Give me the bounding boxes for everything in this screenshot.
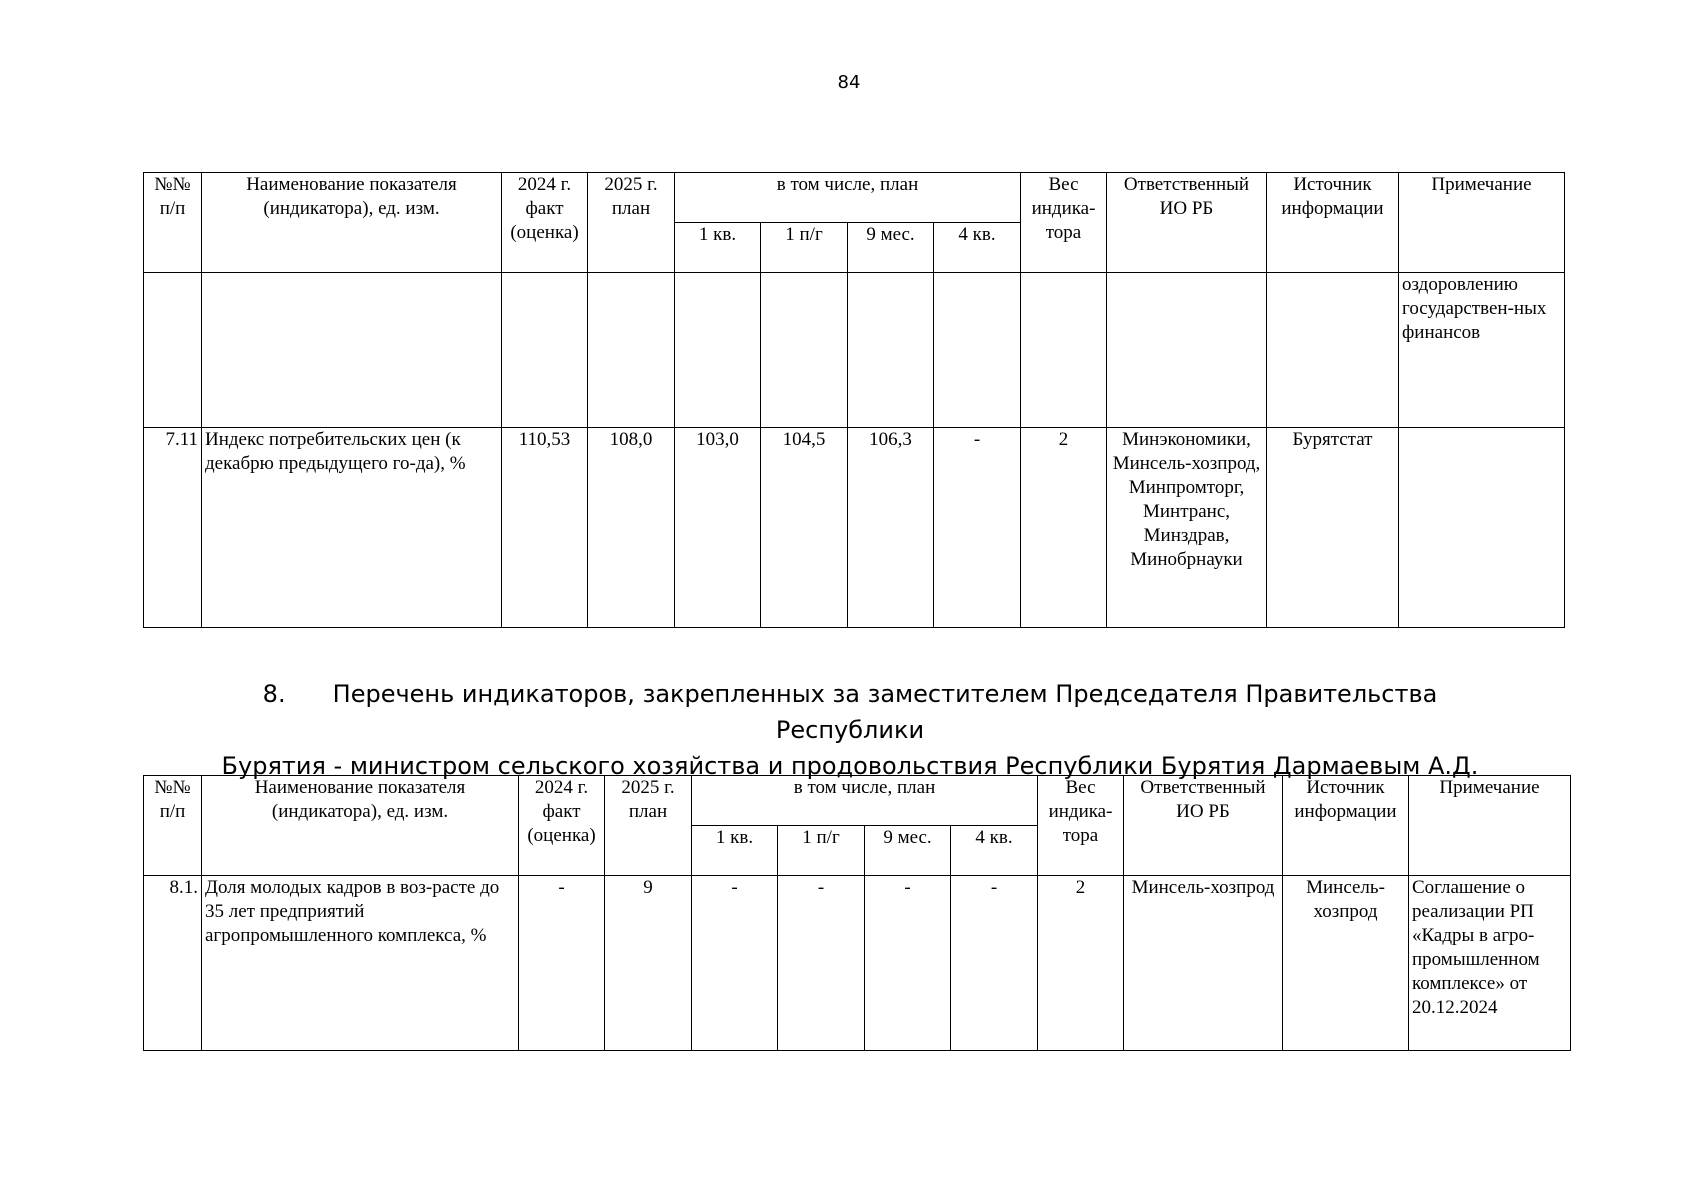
section-title-line2: Бурятия - министром сельского хозяйства и продовольствия Республики Бурятия Дармаевым А.Д. (221, 752, 1479, 780)
row-note: Соглашение о реализации РП «Кадры в агро-промышленном комплексе» от 20.12.2024 (1409, 876, 1571, 1051)
row-9m: 106,3 (848, 428, 934, 628)
row-num: 8.1. (144, 876, 202, 1051)
section-title-line1: Перечень индикаторов, закрепленных за заместителем Председателя Правительства Республики (332, 680, 1438, 744)
row-q4: - (951, 876, 1038, 1051)
header-num: №№ п/п (144, 173, 202, 273)
header-name: Наименование показателя (индикатора), ед. изм. (202, 776, 519, 876)
row-weight: 2 (1021, 428, 1107, 628)
row-source: Бурятстат (1267, 428, 1399, 628)
row-fact-2024: 110,53 (502, 428, 588, 628)
row-note (1399, 428, 1565, 628)
header-fact-2024: 2024 г. факт (оценка) (502, 173, 588, 273)
row-responsible: Минсель-хозпрод (1124, 876, 1283, 1051)
header-responsible: Ответственный ИО РБ (1124, 776, 1283, 876)
header-plan-2025: 2025 г. план (605, 776, 692, 876)
row-name: Доля молодых кадров в воз-расте до 35 лет предприятий агропромышленного комплекса, % (202, 876, 519, 1051)
indicators-table-8 (143, 775, 1571, 1051)
header-q1: 1 кв. (675, 223, 761, 273)
row-responsible: Минэкономики, Минсель-хозпрод, Минпромторг, Минтранс, Минздрав, Минобрнауки (1107, 428, 1267, 628)
header-num: №№ п/п (144, 776, 202, 876)
header-name: Наименование показателя (индикатора), ед. изм. (202, 173, 502, 273)
header-9m: 9 мес. (865, 826, 951, 876)
header-weight: Вес индика-тора (1038, 776, 1124, 876)
header-source: Источник информации (1267, 173, 1399, 273)
header-q4: 4 кв. (934, 223, 1021, 273)
header-9m: 9 мес. (848, 223, 934, 273)
header-q1: 1 кв. (692, 826, 778, 876)
row-9m: - (865, 876, 951, 1051)
row-fact-2024: - (519, 876, 605, 1051)
header-fact-2024: 2024 г. факт (оценка) (519, 776, 605, 876)
section-number: 8. (262, 680, 286, 708)
header-incl-plan: в том числе, план (692, 776, 1038, 826)
header-source: Источник информации (1283, 776, 1409, 876)
header-h1: 1 п/г (761, 223, 848, 273)
header-plan-2025: 2025 г. план (588, 173, 675, 273)
row-h1: 104,5 (761, 428, 848, 628)
indicators-table-7 (143, 172, 1565, 628)
table-row (144, 428, 1565, 628)
row-h1: - (778, 876, 865, 1051)
row-plan-2025: 108,0 (588, 428, 675, 628)
header-responsible: Ответственный ИО РБ (1107, 173, 1267, 273)
header-note: Примечание (1409, 776, 1571, 876)
header-q4: 4 кв. (951, 826, 1038, 876)
table-row (144, 273, 1565, 428)
row-source: Минсель-хозпрод (1283, 876, 1409, 1051)
table-row (144, 876, 1571, 1051)
continued-note: оздоровлению государствен-ных финансов (1399, 273, 1565, 428)
header-incl-plan: в том числе, план (675, 173, 1021, 223)
section-heading (200, 676, 1500, 784)
header-note: Примечание (1399, 173, 1565, 273)
row-plan-2025: 9 (605, 876, 692, 1051)
row-q1: 103,0 (675, 428, 761, 628)
header-weight: Вес индика-тора (1021, 173, 1107, 273)
row-q4: - (934, 428, 1021, 628)
row-name: Индекс потребительских цен (к декабрю предыдущего го-да), % (202, 428, 502, 628)
row-q1: - (692, 876, 778, 1051)
row-num: 7.11 (144, 428, 202, 628)
page-number: 84 (837, 72, 861, 93)
row-weight: 2 (1038, 876, 1124, 1051)
header-h1: 1 п/г (778, 826, 865, 876)
